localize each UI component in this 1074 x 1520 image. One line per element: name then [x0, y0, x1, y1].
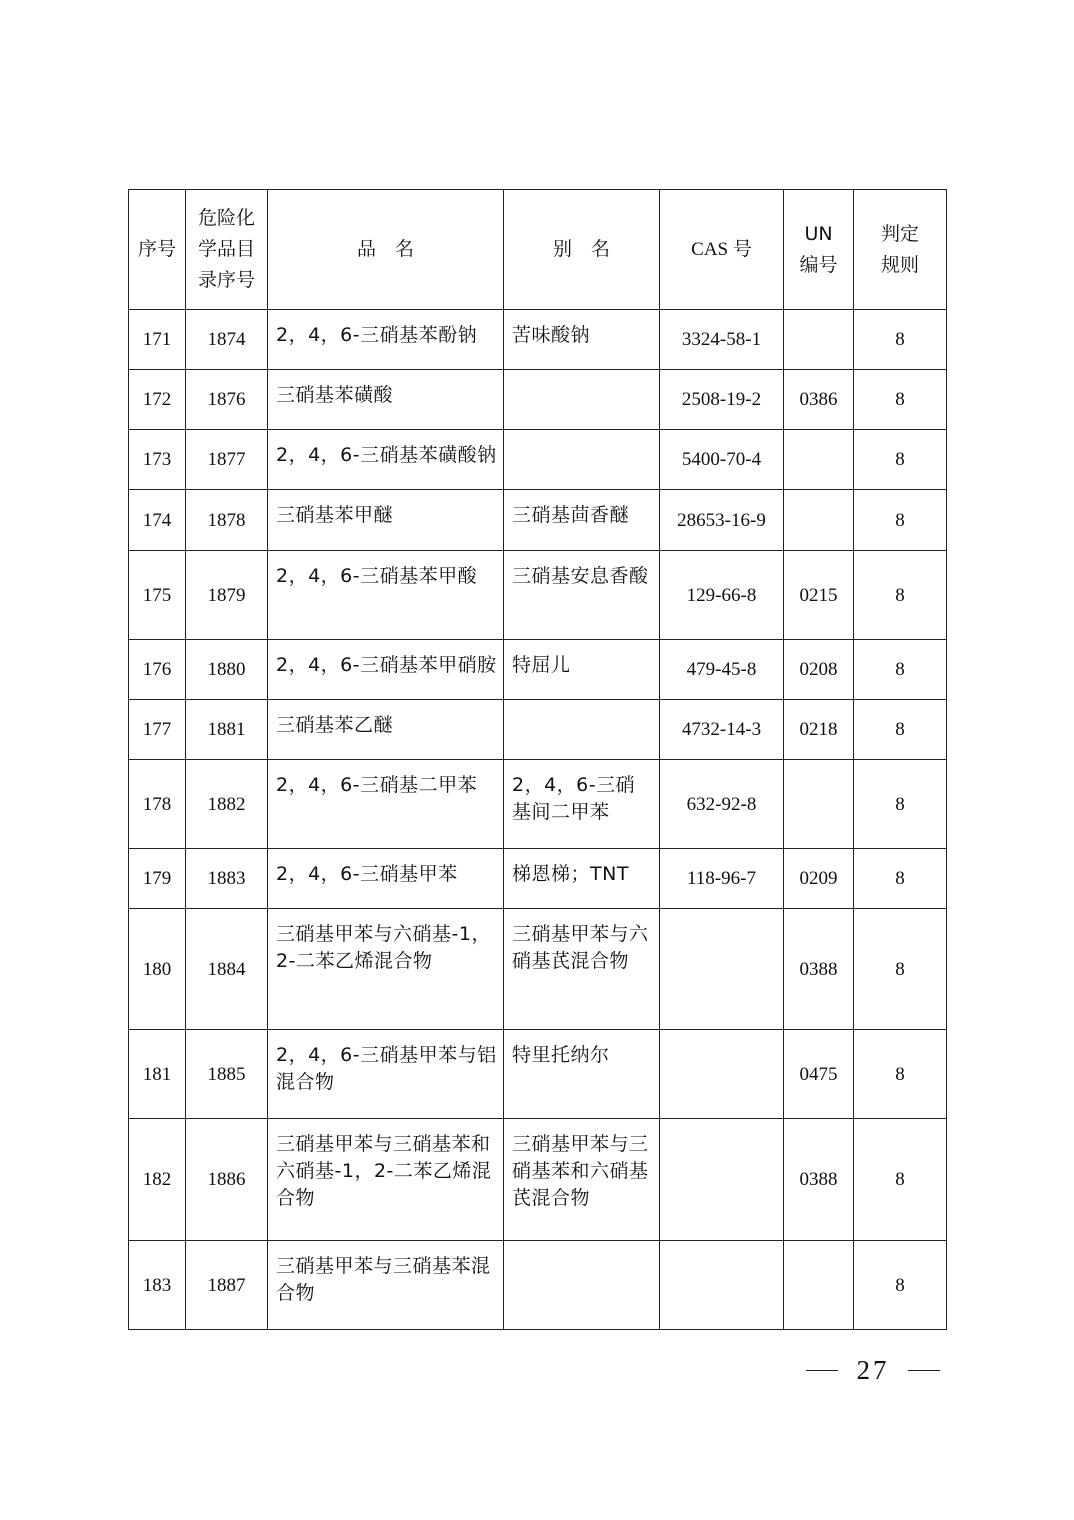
- cell-cas: [660, 909, 784, 1030]
- cell-un: [784, 310, 854, 370]
- cell-rule: 8: [854, 1241, 947, 1330]
- cell-catalog-no: 1886: [186, 1119, 268, 1241]
- cell-alias: [504, 1241, 660, 1330]
- cell-seq: 181: [129, 1030, 186, 1119]
- cell-catalog-no: 1885: [186, 1030, 268, 1119]
- cell-un: 0386: [784, 370, 854, 430]
- cell-cas: [660, 1241, 784, 1330]
- cell-alias: 三硝基甲苯与三硝基苯和六硝基芪混合物: [504, 1119, 660, 1241]
- cell-seq: 174: [129, 490, 186, 551]
- cell-cas: 5400-70-4: [660, 430, 784, 490]
- cell-catalog-no: 1881: [186, 700, 268, 760]
- cell-name: 2，4，6-三硝基苯甲硝胺: [268, 640, 504, 700]
- header-cas: CAS 号: [660, 190, 784, 310]
- cell-name: 三硝基甲苯与六硝基-1，2-二苯乙烯混合物: [268, 909, 504, 1030]
- cell-alias: [504, 370, 660, 430]
- cell-rule: 8: [854, 760, 947, 849]
- cell-cas: 4732-14-3: [660, 700, 784, 760]
- cell-cas: 28653-16-9: [660, 490, 784, 551]
- cell-catalog-no: 1878: [186, 490, 268, 551]
- cell-cas: 118-96-7: [660, 849, 784, 909]
- cell-name: 2，4，6-三硝基苯磺酸钠: [268, 430, 504, 490]
- cell-name: 三硝基苯甲醚: [268, 490, 504, 551]
- header-seq: 序号: [129, 190, 186, 310]
- cell-alias: 三硝基安息香酸: [504, 551, 660, 640]
- cell-alias: 三硝基茴香醚: [504, 490, 660, 551]
- cell-rule: 8: [854, 490, 947, 551]
- cell-name: 2，4，6-三硝基苯酚钠: [268, 310, 504, 370]
- cell-un: 0209: [784, 849, 854, 909]
- cell-catalog-no: 1884: [186, 909, 268, 1030]
- cell-alias: 特屈儿: [504, 640, 660, 700]
- cell-rule: 8: [854, 370, 947, 430]
- cell-catalog-no: 1880: [186, 640, 268, 700]
- cell-rule: 8: [854, 909, 947, 1030]
- cell-catalog-no: 1887: [186, 1241, 268, 1330]
- cell-rule: 8: [854, 700, 947, 760]
- cell-name: 2，4，6-三硝基甲苯: [268, 849, 504, 909]
- cell-rule: 8: [854, 1119, 947, 1241]
- cell-rule: 8: [854, 310, 947, 370]
- cell-un: 0388: [784, 909, 854, 1030]
- header-alias: 别 名: [504, 190, 660, 310]
- cell-seq: 178: [129, 760, 186, 849]
- cell-alias: 梯恩梯；TNT: [504, 849, 660, 909]
- table-row: [129, 490, 947, 551]
- header-un: UN编号: [784, 190, 854, 310]
- cell-rule: 8: [854, 551, 947, 640]
- cell-seq: 173: [129, 430, 186, 490]
- footer-dash-right: [908, 1370, 940, 1371]
- cell-catalog-no: 1876: [186, 370, 268, 430]
- cell-seq: 176: [129, 640, 186, 700]
- cell-catalog-no: 1879: [186, 551, 268, 640]
- page-footer: [806, 1352, 940, 1388]
- table-row: [129, 1030, 947, 1119]
- table-row: [129, 1119, 947, 1241]
- cell-catalog-no: 1883: [186, 849, 268, 909]
- cell-seq: 172: [129, 370, 186, 430]
- cell-cas: [660, 1030, 784, 1119]
- cell-seq: 182: [129, 1119, 186, 1241]
- cell-seq: 177: [129, 700, 186, 760]
- header-row: [129, 190, 947, 310]
- table-row: [129, 370, 947, 430]
- cell-alias: 苦味酸钠: [504, 310, 660, 370]
- hazardous-chemicals-table: [128, 189, 947, 1330]
- cell-un: 0475: [784, 1030, 854, 1119]
- table-row: [129, 640, 947, 700]
- cell-name: 2，4，6-三硝基苯甲酸: [268, 551, 504, 640]
- table-row: [129, 700, 947, 760]
- cell-un: 0218: [784, 700, 854, 760]
- table-row: [129, 849, 947, 909]
- header-rule: 判定规则: [854, 190, 947, 310]
- cell-cas: 3324-58-1: [660, 310, 784, 370]
- header-catalog-no: 危险化学品目录序号: [186, 190, 268, 310]
- cell-cas: 479-45-8: [660, 640, 784, 700]
- cell-rule: 8: [854, 1030, 947, 1119]
- table-row: [129, 551, 947, 640]
- cell-name: 三硝基甲苯与三硝基苯混合物: [268, 1241, 504, 1330]
- cell-seq: 171: [129, 310, 186, 370]
- table-body: [129, 310, 947, 1330]
- cell-cas: 632-92-8: [660, 760, 784, 849]
- page-number: 27: [856, 1354, 890, 1385]
- cell-alias: [504, 700, 660, 760]
- cell-name: 三硝基苯乙醚: [268, 700, 504, 760]
- cell-rule: 8: [854, 849, 947, 909]
- table-row: [129, 760, 947, 849]
- table-row: [129, 430, 947, 490]
- cell-alias: 三硝基甲苯与六硝基芪混合物: [504, 909, 660, 1030]
- cell-un: [784, 430, 854, 490]
- cell-seq: 179: [129, 849, 186, 909]
- cell-catalog-no: 1874: [186, 310, 268, 370]
- cell-catalog-no: 1877: [186, 430, 268, 490]
- cell-cas: 2508-19-2: [660, 370, 784, 430]
- cell-rule: 8: [854, 640, 947, 700]
- cell-un: 0388: [784, 1119, 854, 1241]
- cell-rule: 8: [854, 430, 947, 490]
- cell-catalog-no: 1882: [186, 760, 268, 849]
- cell-un: 0208: [784, 640, 854, 700]
- cell-seq: 183: [129, 1241, 186, 1330]
- cell-seq: 175: [129, 551, 186, 640]
- cell-cas: [660, 1119, 784, 1241]
- cell-name: 2，4，6-三硝基二甲苯: [268, 760, 504, 849]
- cell-cas: 129-66-8: [660, 551, 784, 640]
- cell-alias: 2，4，6-三硝基间二甲苯: [504, 760, 660, 849]
- cell-alias: 特里托纳尔: [504, 1030, 660, 1119]
- cell-name: 三硝基苯磺酸: [268, 370, 504, 430]
- cell-seq: 180: [129, 909, 186, 1030]
- cell-un: [784, 760, 854, 849]
- cell-name: 2，4，6-三硝基甲苯与铝混合物: [268, 1030, 504, 1119]
- cell-un: [784, 1241, 854, 1330]
- table-row: [129, 310, 947, 370]
- cell-un: [784, 490, 854, 551]
- cell-un: 0215: [784, 551, 854, 640]
- cell-name: 三硝基甲苯与三硝基苯和六硝基-1，2-二苯乙烯混合物: [268, 1119, 504, 1241]
- table-row: [129, 1241, 947, 1330]
- cell-alias: [504, 430, 660, 490]
- header-name: 品 名: [268, 190, 504, 310]
- table-row: [129, 909, 947, 1030]
- footer-dash-left: [806, 1370, 838, 1371]
